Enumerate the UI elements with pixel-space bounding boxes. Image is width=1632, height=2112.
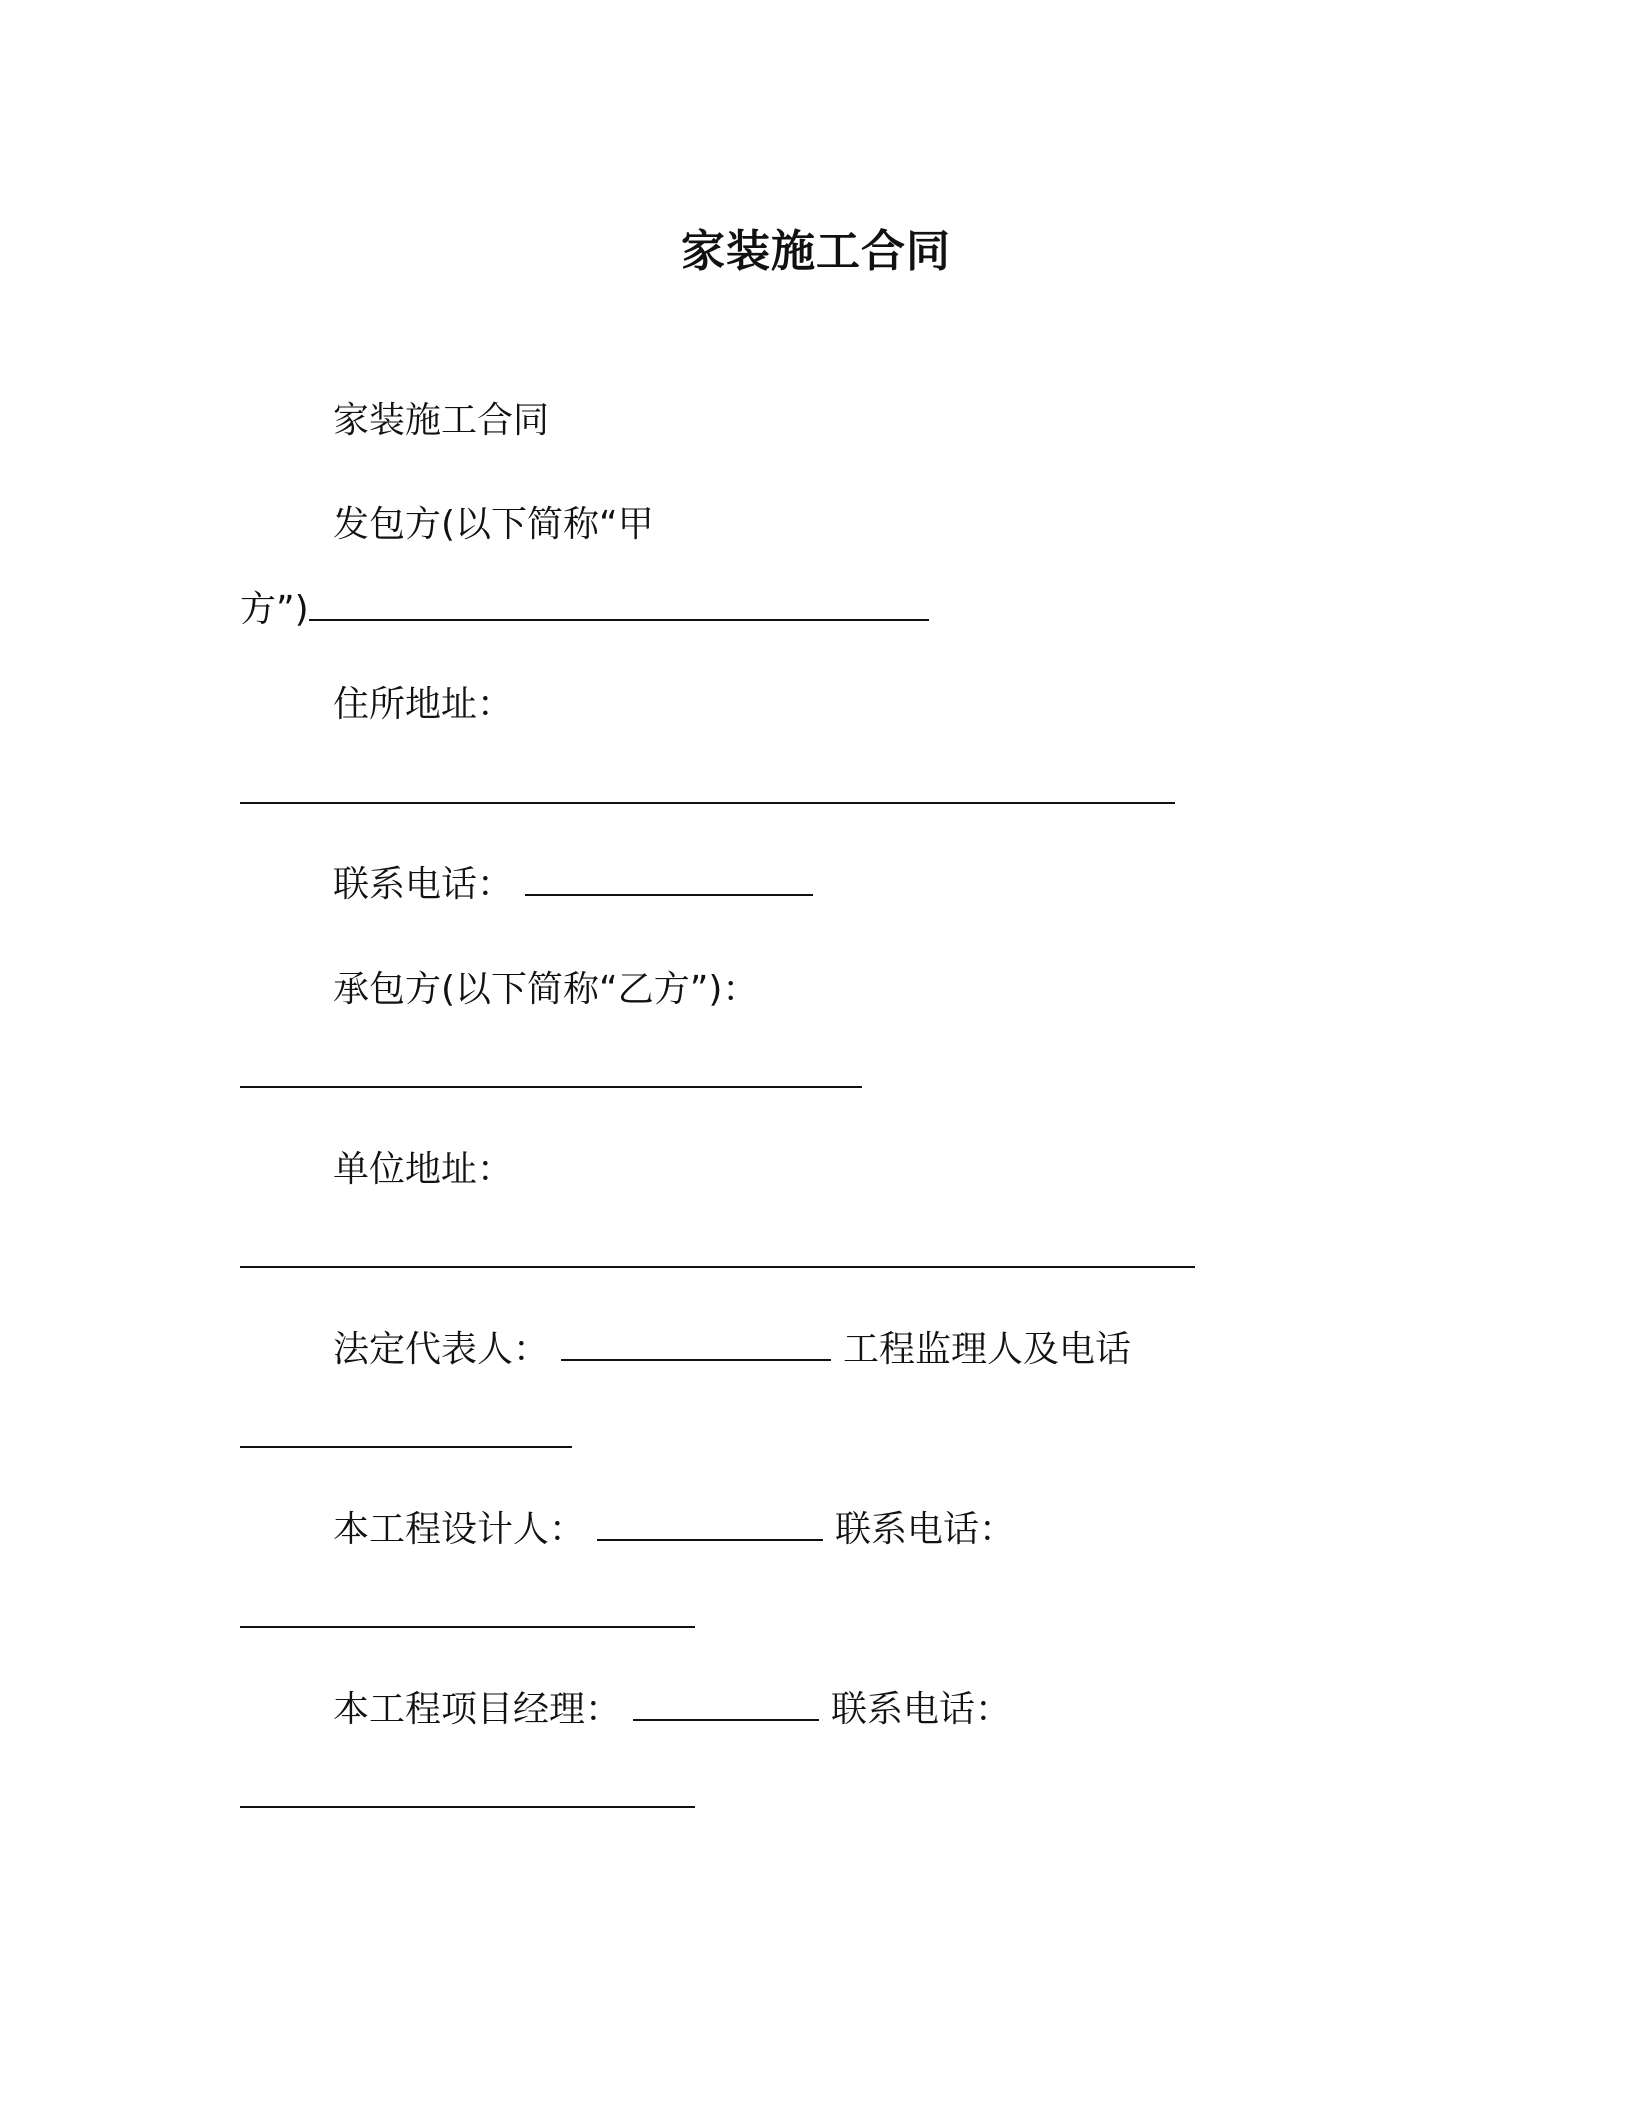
subtitle-text: 家装施工合同 (333, 400, 550, 441)
address-b-label: 单位地址： (333, 1149, 514, 1190)
pm-phone-label: 联系电话： (831, 1689, 1012, 1730)
address-a-label: 住所地址： (333, 684, 514, 725)
party-a-label-cont: 方”) (240, 589, 309, 630)
pm-line (333, 1685, 1011, 1735)
designer-phone-blank-line (240, 1592, 695, 1642)
phone-a-label: 联系电话： (333, 864, 514, 905)
address-a-blank[interactable] (240, 772, 1175, 804)
party-a-name-blank[interactable] (309, 589, 929, 621)
pm-blank[interactable] (633, 1689, 819, 1721)
address-b-line (333, 1145, 513, 1195)
pm-phone-blank-line (240, 1772, 695, 1822)
address-a-line (333, 680, 513, 730)
legal-rep-line (333, 1325, 1131, 1375)
document-title: 家装施工合同 (681, 226, 951, 277)
party-b-name-blank[interactable] (240, 1056, 862, 1088)
phone-a-line (333, 860, 813, 910)
designer-phone-blank[interactable] (240, 1596, 695, 1628)
address-b-blank[interactable] (240, 1236, 1195, 1268)
legal-rep-blank[interactable] (561, 1329, 831, 1361)
party-b-line (333, 965, 758, 1015)
supervisor-label: 工程监理人及电话 (843, 1329, 1132, 1370)
party-a-label: 发包方(以下简称“甲 (333, 504, 654, 545)
pm-phone-blank[interactable] (240, 1776, 695, 1808)
designer-line (333, 1505, 1015, 1555)
party-a-line-2 (240, 585, 929, 635)
supervisor-blank[interactable] (240, 1416, 572, 1448)
designer-blank[interactable] (597, 1509, 823, 1541)
phone-a-blank[interactable] (525, 864, 813, 896)
designer-phone-label: 联系电话： (835, 1509, 1016, 1550)
party-a-line-1 (333, 500, 654, 550)
subtitle-line (333, 396, 549, 446)
party-b-blank-line (240, 1052, 862, 1102)
party-b-label: 承包方(以下简称“乙方”)： (333, 969, 759, 1010)
address-b-blank-line (240, 1232, 1195, 1282)
address-a-blank-line (240, 768, 1175, 818)
designer-label: 本工程设计人： (333, 1509, 586, 1550)
legal-rep-label: 法定代表人： (333, 1329, 550, 1370)
pm-label: 本工程项目经理： (333, 1689, 622, 1730)
supervisor-blank-line (240, 1412, 572, 1462)
